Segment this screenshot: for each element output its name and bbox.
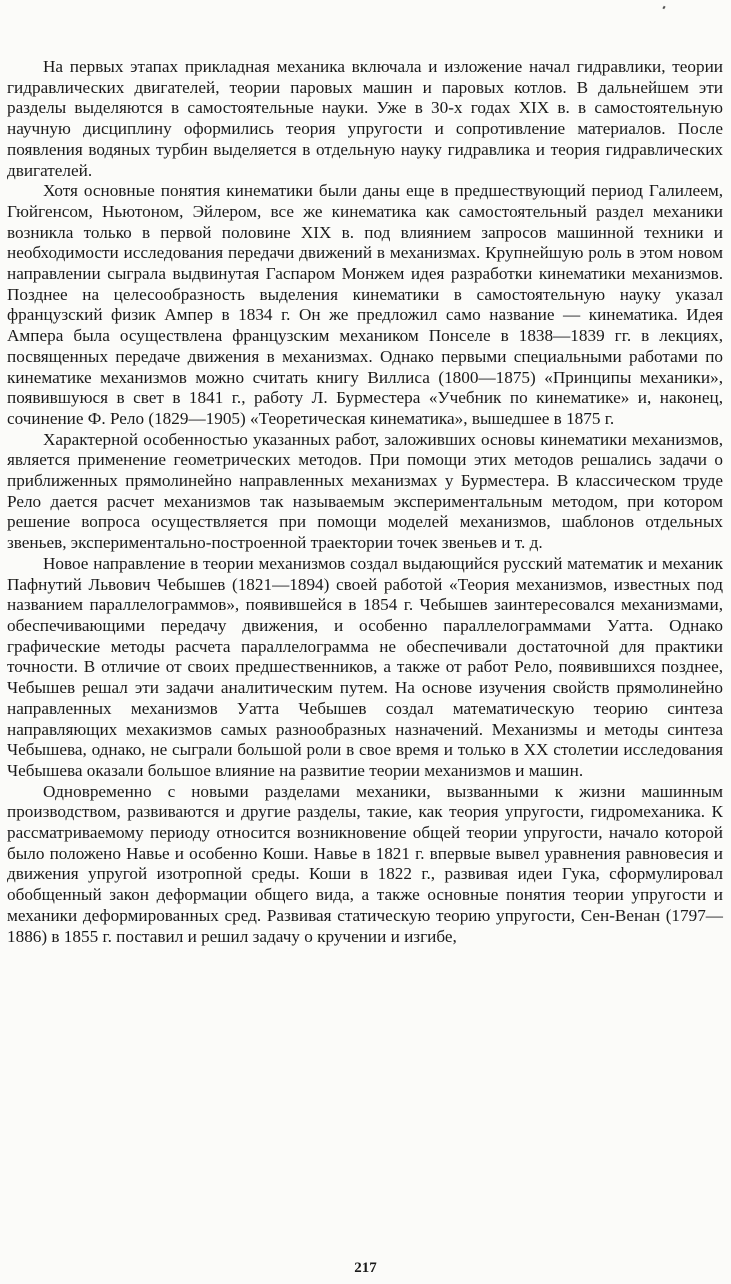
body-text [7,57,723,947]
scan-speck [662,6,665,10]
page-number: 217 [354,1260,377,1276]
paragraph-4: Новое направление в теории механизмов создал выдающийся русский математик и механик Пафнутий Львович Чебышев (1821—1894) своей работой «Теория механизмов, известных под названием параллелограммов», появившейся в 1854 г. Чебышев заинтересовался механизмами, обеспечивающими передачу движения, и особенно параллелограммами Уатта. Однако графические методы расчета параллелограмма не обеспечивали достаточной для практики точности. В отличие от своих предшественников, а также от работ Рело, появившихся позднее, Чебышев решал эти задачи аналитическим путем. На основе изучения свойств прямолинейно направленных механизмов Уатта Чебышев создал математическую теорию синтеза направляющих мехакизмов самых разнообразных назначений. Механизмы и методы синтеза Чебышева, однако, не сыграли большой роли в свое время и только в XX столетии исследования Чебышева оказали большое влияние на развитие теории механизмов и машин. [7,553,723,780]
paragraph-5: Одновременно с новыми разделами механики, вызванными к жизни машинным производством, развиваются и другие разделы, такие, как теория упругости, гидромеханика. К рассматриваемому периоду относится возникновение общей теории упругости, начало которой было положено Навье и особенно Коши. Навье в 1821 г. впервые вывел уравнения равновесия и движения упругой изотропной среды. Коши в 1822 г., развивая идеи Гука, сформулировал обобщенный закон деформации общего вида, а также основные понятия теории упругости и механики деформированных сред. Развивая статическую теорию упругости, Сен-Венан (1797—1886) в 1855 г. поставил и решил задачу о кручении и изгибе, [7,781,723,946]
paragraph-2: Хотя основные понятия кинематики были даны еще в предшествующий период Галилеем, Гюйгенсом, Ньютоном, Эйлером, все же кинематика как самостоятельный раздел механики возникла только в первой половине XIX в. под влиянием запросов машинной техники и необходимости исследования передачи движений в механизмах. Крупнейшую роль в этом новом направлении сыграла выдвинутая Гаспаром Монжем идея разработки кинематики механизмов. Позднее на целесообразность выделения кинематики в самостоятельную науку указал французский физик Ампер в 1834 г. Он же предложил само название — кинематика. Идея Ампера была осуществлена французским механиком Понселе в 1838—1839 гг. в лекциях, посвященных передаче движения в механизмах. Однако первыми специальными работами по кинематике механизмов можно считать книгу Виллиса (1800—1875) «Принципы механики», появившуюся в свет в 1841 г., работу Л. Бурместера «Учебник по кинематике» и, наконец, сочинение Ф. Рело (1829—1905) «Теоретическая кинематика», вышедшее в 1875 г. [7,181,723,428]
paragraph-3: Характерной особенностью указанных работ, заложивших основы кинематики механизмов, является применение геометрических методов. При помощи этих методов решались задачи о приближенных прямолинейно направленных механизмах у Бурместера. В классическом труде Рело дается расчет механизмов так называемым экспериментальным методом, при котором решение вопроса осуществляется при помощи моделей механизмов, шаблонов отдельных звеньев, экспериментально-построенной траектории точек звеньев и т. д. [7,429,723,553]
paragraph-1: На первых этапах прикладная механика включала и изложение начал гидравлики, теории гидравлических двигателей, теории паровых машин и паровых котлов. В дальнейшем эти разделы выделяются в самостоятельные науки. Уже в 30-х годах XIX в. в самостоятельную научную дисциплину оформились теория упругости и сопротивление материалов. После появления водяных турбин выделяется в отдельную науку гидравлика и теория гидравлических двигателей. [7,57,723,180]
